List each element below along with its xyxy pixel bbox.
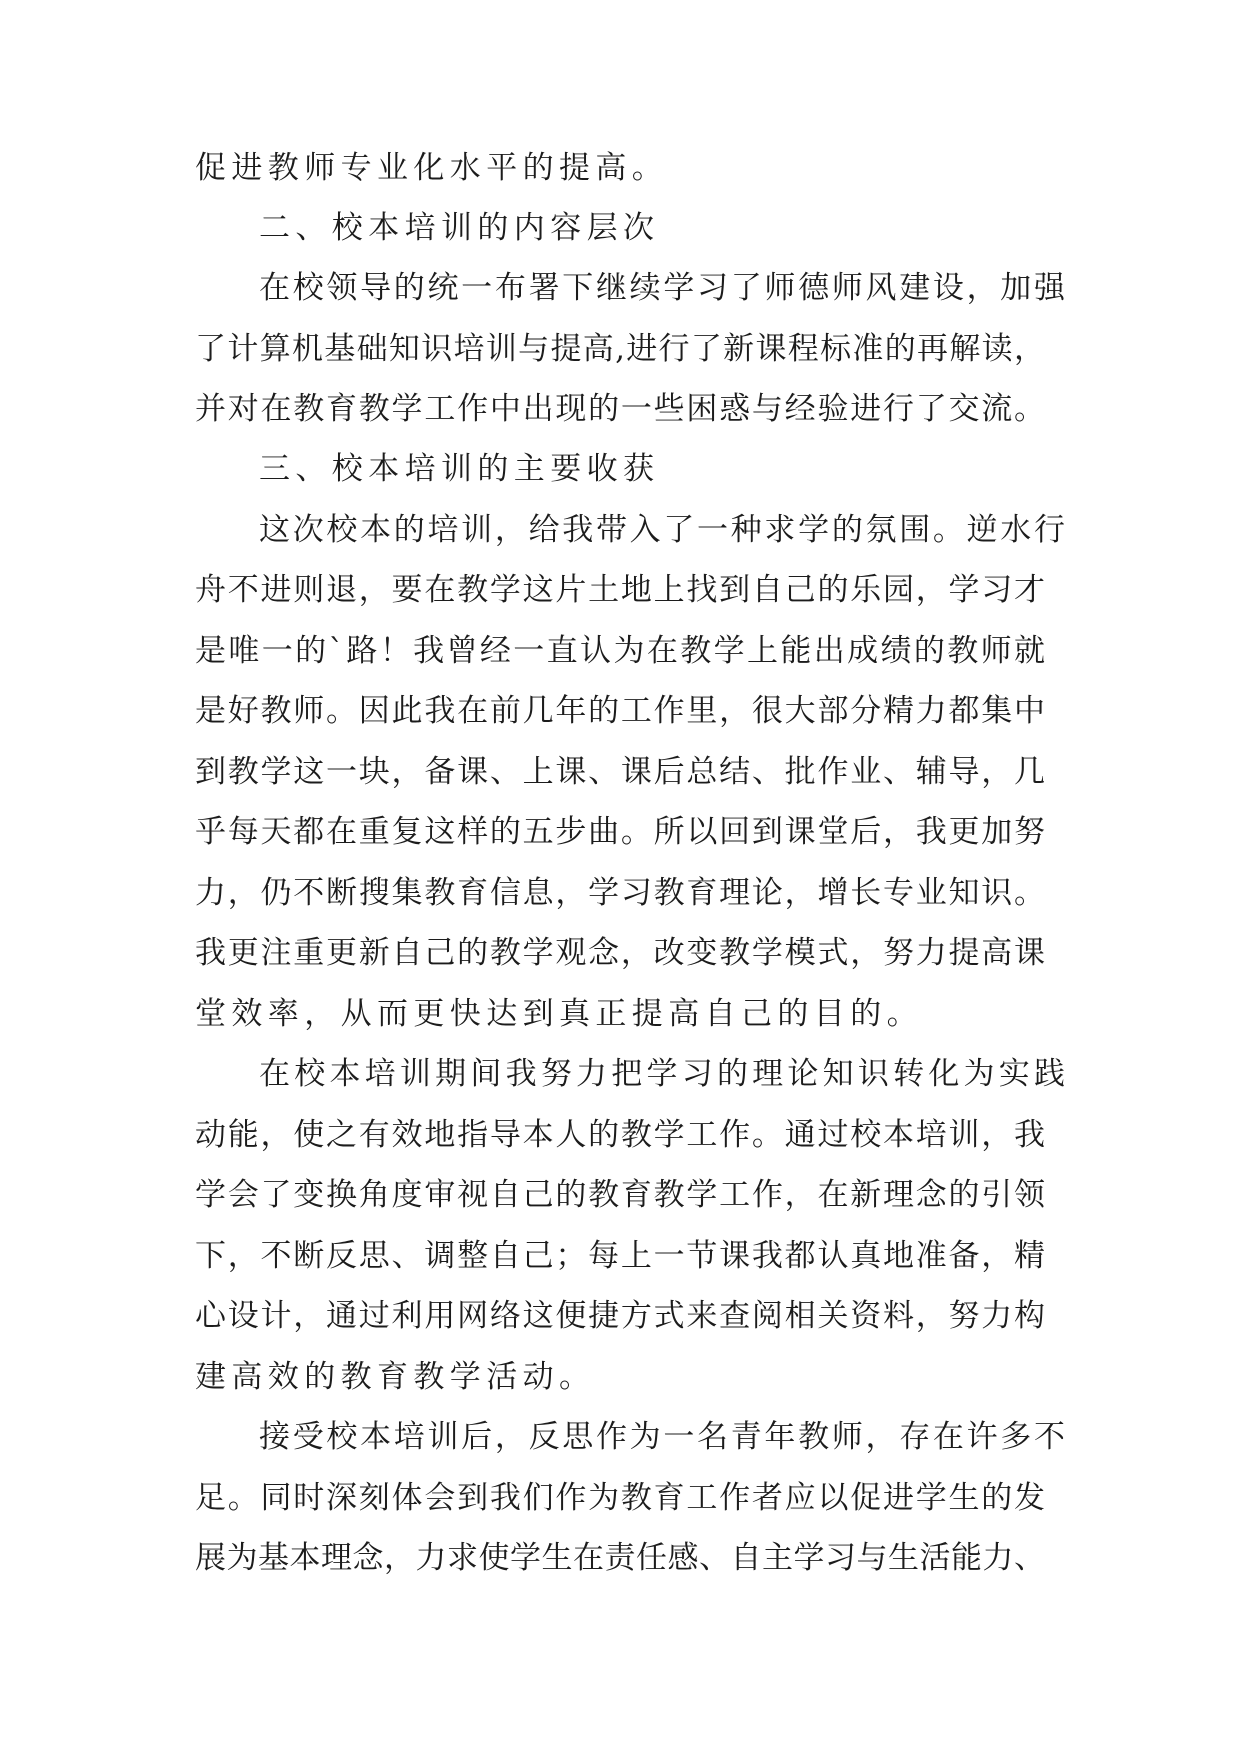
body-text-line: 展为基本理念，力求使学生在责任感、自主学习与生活能力、 <box>195 1540 1045 1576</box>
body-text-line: 力，仍不断搜集教育信息，学习教育理论，增长专业知识。 <box>195 875 1045 911</box>
body-text-line: 促进教师专业化水平的提高。 <box>195 150 669 186</box>
body-text-line: 了计算机基础知识培训与提高,进行了新课程标准的再解读， <box>195 331 1045 367</box>
body-text-line: 在校领导的统一布署下继续学习了师德师风建设，加强 <box>259 270 1065 306</box>
body-text-line: 我更注重更新自己的教学观念，改变教学模式，努力提高课 <box>195 935 1045 971</box>
body-text-line: 在校本培训期间我努力把学习的理论知识转化为实践 <box>259 1056 1065 1092</box>
body-text-line: 到教学这一块，备课、上课、课后总结、批作业、辅导，几 <box>195 754 1045 790</box>
body-text-line: 下，不断反思、调整自己；每上一节课我都认真地准备，精 <box>195 1238 1045 1274</box>
body-text-line: 乎每天都在重复这样的五步曲。所以回到课堂后，我更加努 <box>195 814 1045 850</box>
body-text-line: 动能，使之有效地指导本人的教学工作。通过校本培训，我 <box>195 1117 1045 1153</box>
body-text-line: 建高效的教育教学活动。 <box>195 1359 596 1395</box>
section-heading: 二、校本培训的内容层次 <box>259 210 660 246</box>
body-text-line: 心设计，通过利用网络这便捷方式来查阅相关资料，努力构 <box>195 1298 1045 1334</box>
body-text-line: 足。同时深刻体会到我们作为教育工作者应以促进学生的发 <box>195 1480 1045 1516</box>
body-text-line: 并对在教育教学工作中出现的一些困惑与经验进行了交流。 <box>195 391 1045 427</box>
body-text-line: 舟不进则退，要在教学这片土地上找到自己的乐园，学习才 <box>195 572 1045 608</box>
body-text-line: 是好教师。因此我在前几年的工作里，很大部分精力都集中 <box>195 693 1045 729</box>
body-text-line: 学会了变换角度审视自己的教育教学工作，在新理念的引领 <box>195 1177 1045 1213</box>
body-text-line: 是唯一的`路！我曾经一直认为在教学上能出成绩的教师就 <box>195 633 1045 669</box>
body-text-line: 这次校本的培训，给我带入了一种求学的氛围。逆水行 <box>259 512 1065 548</box>
body-text-line: 接受校本培训后，反思作为一名青年教师，存在许多不 <box>259 1419 1065 1455</box>
body-text-line: 堂效率，从而更快达到真正提高自己的目的。 <box>195 996 923 1032</box>
section-heading: 三、校本培训的主要收获 <box>259 451 660 487</box>
